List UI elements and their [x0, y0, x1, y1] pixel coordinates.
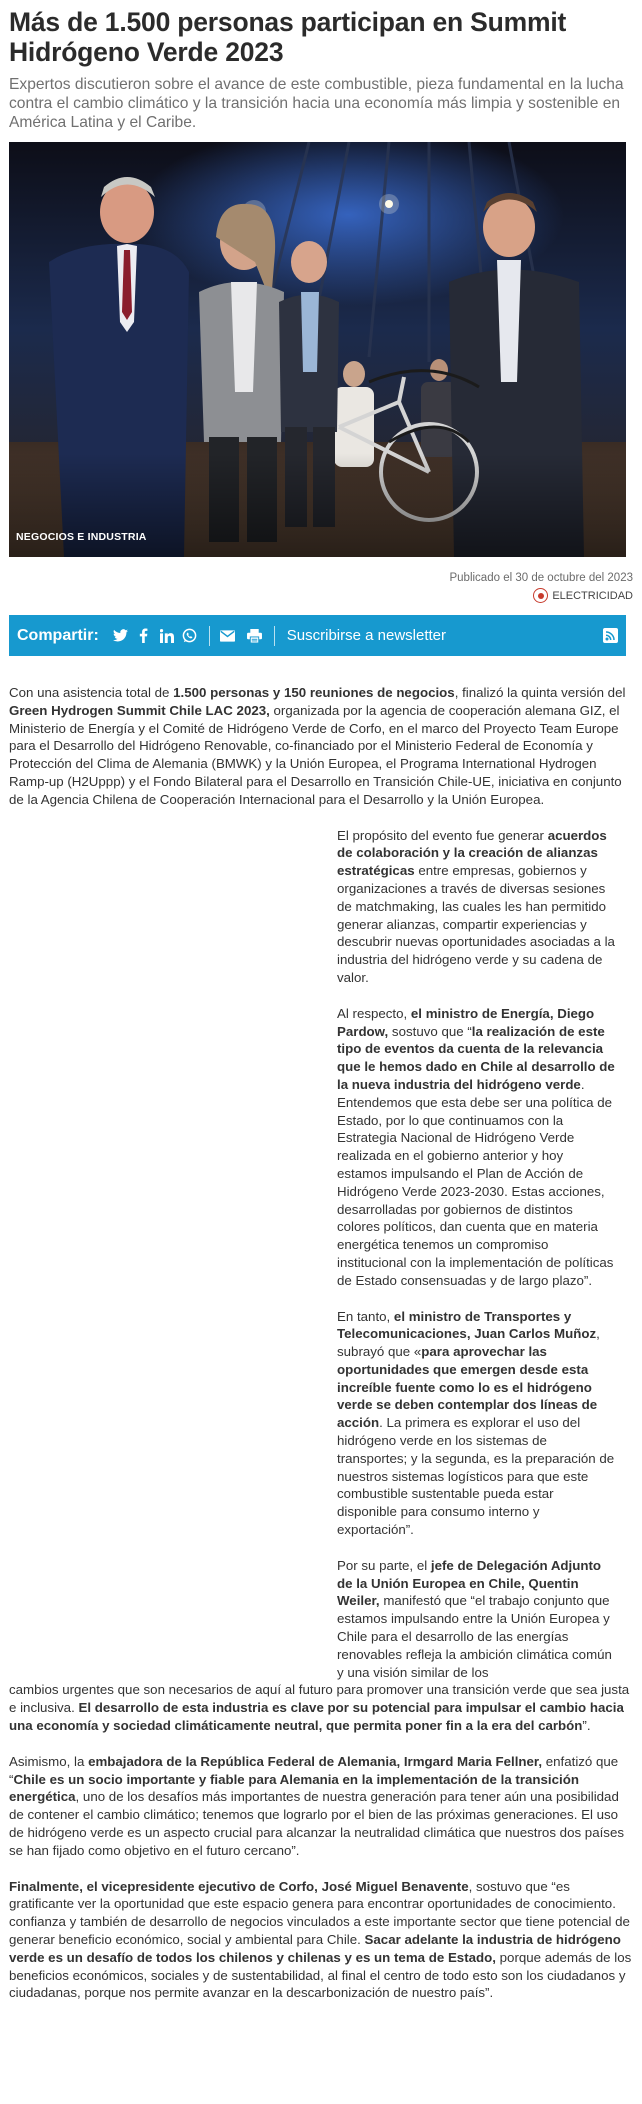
text-run: organizada por la agencia de cooperación alemana GIZ, el Ministerio de Energía y el Comité de Hidrógeno Verde de Corfo, en el marco del Proyecto Team Europe para el Desarrollo del Hidrógeno Renovable, co-financiado por el Ministerio Federal de Economía y Protección del Clima de Alemania (BMWK) y la Unión Europea, el Programa International Hydrogen Ramp-up (H2Uppp) y el Fondo Bilateral para el Desarrollo en Transición Chile-UE, iniciativa en conjunto de la Agencia Chilena de Cooperación Internacional para el Desarrollo y la Unión Europea. [9, 702, 622, 807]
category-label: ELECTRICIDAD [552, 589, 633, 602]
share-label: Compartir: [17, 626, 99, 644]
bold-text: el ministro de Transportes y Telecomunicaciones, Juan Carlos Muñoz [337, 1308, 597, 1342]
facebook-icon[interactable] [136, 628, 152, 644]
print-icon[interactable] [247, 628, 263, 644]
bold-text: el ministro de Energía, Diego Pardow, [337, 1005, 595, 1039]
linkedin-icon[interactable] [159, 628, 175, 644]
hero-image [9, 142, 626, 557]
text-run: manifestó que “el trabajo conjunto que estamos impulsando entre la Unión Europea y Chile para el desarrollo de las energías renovables refleja la ambición climática común y una visión similar de los [337, 1593, 612, 1680]
text-run: enfatizó que “ [9, 1753, 619, 1787]
category[interactable] [9, 588, 633, 603]
rss-icon[interactable] [603, 628, 618, 643]
twitter-icon[interactable] [113, 628, 129, 644]
text-run: En tanto, [337, 1308, 394, 1324]
newsletter-link[interactable]: Suscribirse a newsletter [286, 627, 447, 644]
paragraph-ambassador [9, 1753, 633, 1860]
bold-text: embajadora de la República Federal de Alemania, Irmgard Maria Fellner, [88, 1753, 543, 1769]
paragraph-purpose [337, 827, 617, 987]
publish-date: Publicado el 30 de octubre del 2023 [449, 572, 633, 584]
text-run: , sostuvo que “es gratificante ver la oportunidad que este espacio genera para encontrar oportunidades de conocimiento. confianza y también de desarrollo de negocios vinculados a este importante sector que tiene potencial de generar beneficio económico, social y ambiental para Chile. [9, 1878, 630, 1947]
bold-text: para aprovechar las oportunidades que emergen desde esta increíble fuente como lo es el hidrógeno verde se deben contemplar dos líneas de acción [337, 1344, 598, 1431]
bold-text: jefe de Delegación Adjunto de la Unión Europea en Chile, Quentin Weiler, [337, 1557, 602, 1609]
bold-text: Finalmente, el vicepresidente ejecutivo de Corfo, José Miguel Benavente [9, 1878, 469, 1894]
paragraph-corfo [9, 1878, 633, 2003]
text-run: , finalizó la quinta versión del [454, 685, 626, 700]
bold-text: El desarrollo de esta industria es clave por su potencial para impulsar el cambio hacia una economía y sociedad climáticamente neutral, que permita poner fin a la era del carbón [9, 1700, 624, 1734]
text-run: porque además de los beneficios económicos, sociales y de sustentabilidad, al final el centro de todo esto son los ciudadanos y ciudadanas, porque nos permite avanzar en la descarbonización de nuestro país”. [9, 1949, 632, 2001]
bold-text: Chile es un socio importante y fiable para Alemania en la implementación de la transición energética [9, 1771, 579, 1805]
text-run: , uno de los desafíos más importantes de nuestra generación para tener aún una posibilidad de contener el cambio climático; tenemos que lograrlo por el bien de las próximas generaciones. El uso de hidrógeno verde es un aspecto crucial para alcanzar la neutralidad climática que nuestros dos países se han fijado como objetivo en el futuro cercano”. [9, 1789, 624, 1858]
lightning-icon [533, 588, 548, 603]
text-run: entre empresas, gobiernos y organizaciones a través de diversas sesiones de matchmaking, las cuales les han permitido generar alianzas, compartir experiencias y descubrir nuevas oportunidades asociadas a la industria del hidrógeno verde y su cadena de valor. [337, 863, 615, 985]
article-title: Más de 1.500 personas participan en Summit Hidrógeno Verde 2023 [9, 7, 567, 67]
share-bar [9, 615, 626, 656]
text-run: Al respecto, [337, 1005, 411, 1021]
right-column [337, 827, 617, 1682]
paragraph-eu-delegation-cont [9, 1681, 633, 1734]
text-run: sostuvo que “ [388, 1023, 472, 1039]
text-run: Asimismo, la [9, 1753, 89, 1769]
paragraph-intro [9, 684, 633, 809]
whatsapp-icon[interactable] [182, 628, 198, 644]
bold-text: Sacar adelante la industria de hidrógeno verde es un desafío de todos los chilenos y chilenas y es un tema de Estado, [9, 1932, 621, 1965]
text-run: Con una asistencia total de [9, 685, 174, 700]
paragraph-eu-delegation [337, 1557, 617, 1682]
article-body [9, 684, 633, 2002]
text-run: . Entendemos que esta debe ser una política de Estado, por lo que continuamos con la Estrategia Nacional de Hidrógeno Verde realizada en el gobierno anterior y hoy estamos impulsando el Plan de Acción de Hidrógeno Verde 2023-2030. Estas acciones, desarrolladas por gobiernos de distintos colores políticos, dan cuenta que en materia energética tenemos un compromiso institucional con la implementación de políticas de Estado consensuadas y de largo plazo”. [337, 1076, 614, 1288]
bold-text: 1.500 personas y 150 reuniones de negocios [173, 685, 455, 700]
text-run: Por su parte, el [337, 1557, 431, 1573]
image-category-tag[interactable]: NEGOCIOS E INDUSTRIA [16, 531, 147, 543]
bold-text: Green Hydrogen Summit Chile LAC 2023, [9, 702, 270, 718]
paragraph-transport-minister [337, 1308, 617, 1539]
email-icon[interactable] [220, 628, 236, 644]
bold-text: acuerdos de colaboración y la creación de alianzas estratégicas [337, 827, 607, 879]
text-run: ”. [582, 1718, 591, 1734]
paragraph-energy-minister [337, 1005, 617, 1290]
article-lead: Expertos discutieron sobre el avance de este combustible, pieza fundamental en la lucha contra el cambio climático y la transición hacia una economía más limpia y sostenible en América Latina y el Caribe. [9, 76, 624, 131]
text-run: , subrayó que « [337, 1326, 600, 1360]
bold-text: la realización de este tipo de eventos da cuenta de la relevancia que le hemos dado en Chile al desarrollo de la nueva industria del hidrógeno verde [337, 1023, 615, 1092]
share-divider [209, 626, 210, 646]
text-run: cambios urgentes que son necesarios de aquí al futuro para promover una transición verde que sea justa e inclusiva. [9, 1682, 630, 1716]
text-run: . La primera es explorar el uso del hidrógeno verde en los sistemas de transportes; y la segunda, es la preparación de nuestros sistemas logísticos para que este combustible sustentable pueda estar disponible para consumo interno y exportación”. [337, 1415, 615, 1538]
text-run: El propósito del evento fue generar [337, 827, 548, 843]
share-divider [274, 626, 275, 646]
event-photo [9, 142, 626, 557]
